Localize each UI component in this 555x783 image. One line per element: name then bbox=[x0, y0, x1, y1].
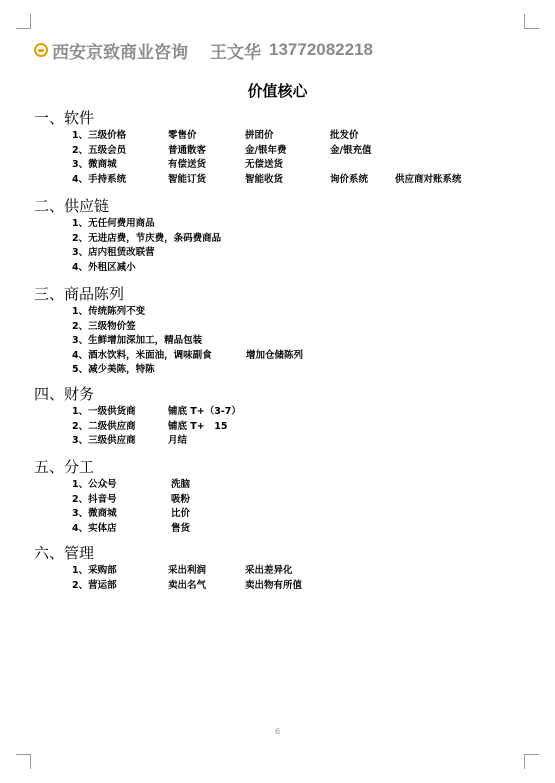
section-heading: 三、商品陈列 bbox=[34, 285, 125, 303]
item-label: 2、三级物价签 bbox=[72, 320, 136, 332]
item-label: 3、生鲜增加深加工，精品包装 bbox=[72, 335, 203, 346]
section-6 bbox=[34, 542, 303, 593]
list-item bbox=[34, 217, 155, 232]
item-value: 普通散客 bbox=[168, 144, 207, 156]
list-item bbox=[34, 507, 191, 522]
item-value: 月结 bbox=[168, 435, 188, 446]
list-item bbox=[34, 420, 228, 435]
item-label: 1、传统陈列不变 bbox=[72, 306, 146, 317]
item-value: 批发价 bbox=[330, 130, 359, 141]
header-phone: 13772082218 bbox=[269, 40, 374, 59]
section-heading: 一、软件 bbox=[34, 109, 95, 127]
item-value: 智能收货 bbox=[245, 173, 284, 185]
list-item bbox=[34, 261, 136, 276]
list-item bbox=[34, 173, 462, 188]
item-label: 4、手持系统 bbox=[72, 173, 127, 185]
item-value: 金/银充值 bbox=[330, 144, 372, 156]
crop-mark-top-right bbox=[524, 14, 539, 29]
item-value: 洗脑 bbox=[171, 479, 191, 490]
item-value: 无偿送货 bbox=[245, 159, 284, 170]
item-value: 有偿送货 bbox=[168, 159, 207, 170]
list-item bbox=[34, 564, 293, 579]
list-item bbox=[34, 579, 303, 594]
item-label: 2、二级供应商 bbox=[72, 420, 136, 432]
item-label: 1、一级供货商 bbox=[72, 406, 136, 417]
item-value: 智能订货 bbox=[168, 173, 207, 185]
item-label: 1、公众号 bbox=[72, 479, 117, 490]
item-label: 4、外租区减小 bbox=[72, 261, 136, 273]
page-header bbox=[34, 38, 373, 62]
crop-mark-bottom-right bbox=[524, 754, 539, 769]
item-label: 2、无进店费，节庆费，条码费商品 bbox=[72, 232, 222, 244]
item-value: 铺底 T+ 15 bbox=[168, 420, 228, 432]
page-number: 6 bbox=[274, 727, 281, 736]
item-label: 3、微商城 bbox=[72, 508, 117, 519]
list-item bbox=[34, 158, 284, 173]
list-item bbox=[34, 522, 191, 537]
item-label: 1、三级价格 bbox=[72, 130, 127, 141]
section-2 bbox=[34, 195, 222, 275]
item-label: 2、五级会员 bbox=[72, 144, 127, 156]
section-heading: 六、管理 bbox=[34, 544, 95, 562]
list-item bbox=[34, 246, 155, 261]
list-item bbox=[34, 320, 136, 335]
item-value: 采出利润 bbox=[168, 565, 207, 576]
item-value: 比价 bbox=[171, 508, 191, 519]
item-label: 5、减少美陈，特陈 bbox=[72, 364, 155, 375]
document-title: 价值核心 bbox=[247, 82, 308, 100]
list-item bbox=[34, 493, 191, 508]
item-label: 3、三级供应商 bbox=[72, 435, 136, 446]
list-item bbox=[34, 144, 372, 159]
item-value: 金/银年费 bbox=[245, 144, 287, 156]
section-heading: 五、分工 bbox=[34, 458, 95, 476]
section-4 bbox=[34, 383, 241, 449]
item-value: 售货 bbox=[171, 522, 191, 534]
item-value: 拼团价 bbox=[245, 130, 274, 141]
item-value: 供应商对账系统 bbox=[395, 173, 462, 185]
item-value: 铺底 T+（3-7） bbox=[168, 406, 241, 417]
list-item bbox=[34, 478, 191, 493]
section-5 bbox=[34, 456, 191, 536]
list-item bbox=[34, 405, 241, 420]
company-logo-icon bbox=[34, 43, 48, 57]
item-label: 2、营运部 bbox=[72, 579, 117, 591]
section-heading: 四、财务 bbox=[34, 385, 95, 403]
crop-mark-bottom-left bbox=[16, 754, 31, 769]
item-label: 4、酒水饮料，米面油，调味副食 bbox=[72, 349, 212, 361]
item-value: 增加仓储陈列 bbox=[246, 349, 304, 361]
list-item bbox=[34, 334, 203, 349]
list-item bbox=[34, 349, 304, 364]
item-value: 吸粉 bbox=[171, 493, 191, 505]
section-1 bbox=[34, 107, 462, 187]
list-item bbox=[34, 232, 222, 247]
list-item bbox=[34, 305, 146, 320]
item-label: 1、无任何费用商品 bbox=[72, 218, 155, 229]
item-value: 采出差异化 bbox=[245, 565, 293, 576]
item-value: 卖出名气 bbox=[168, 579, 207, 591]
item-value: 零售价 bbox=[168, 130, 197, 141]
item-label: 4、实体店 bbox=[72, 522, 117, 534]
item-label: 3、店内租赁改联营 bbox=[72, 247, 155, 258]
item-label: 3、微商城 bbox=[72, 159, 117, 170]
crop-mark-top-left bbox=[16, 14, 31, 29]
item-label: 2、抖音号 bbox=[72, 493, 117, 505]
list-item bbox=[34, 434, 188, 449]
list-item bbox=[34, 363, 155, 378]
item-label: 1、采购部 bbox=[72, 565, 117, 576]
list-item bbox=[34, 129, 359, 144]
item-value: 询价系统 bbox=[330, 173, 369, 185]
section-3 bbox=[34, 283, 304, 378]
item-value: 卖出物有所值 bbox=[245, 579, 303, 591]
header-person: 王文华 bbox=[210, 42, 261, 63]
section-heading: 二、供应链 bbox=[34, 197, 110, 215]
header-company: 西安京致商业咨询 bbox=[52, 42, 188, 63]
